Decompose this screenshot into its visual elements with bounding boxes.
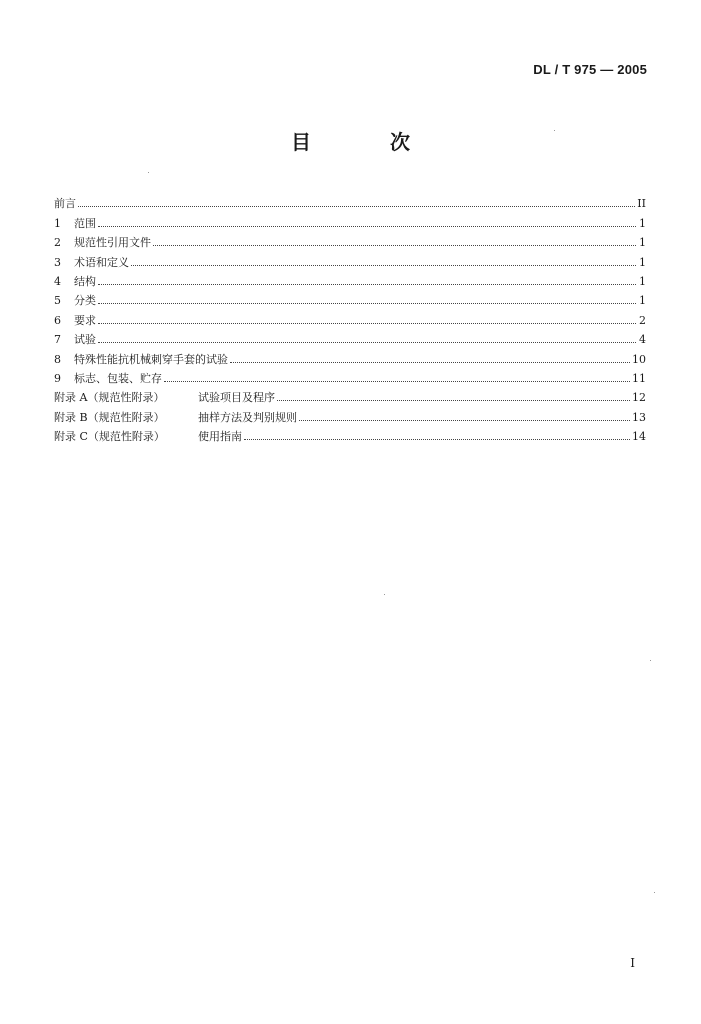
toc-leader-dots bbox=[98, 225, 636, 227]
toc-leader-dots bbox=[78, 205, 635, 207]
toc-entry-2[interactable] bbox=[54, 230, 646, 249]
toc-leader-dots bbox=[299, 419, 630, 421]
toc-entry-label: 要求 bbox=[74, 313, 96, 327]
page-title: 目 次 bbox=[291, 130, 446, 154]
toc-leader-dots bbox=[98, 302, 636, 304]
toc-leader-dots bbox=[277, 399, 630, 401]
toc-entry-page: 2 bbox=[639, 313, 646, 327]
toc-entry-page: 1 bbox=[639, 274, 646, 288]
toc-entry-number: 4 bbox=[54, 274, 61, 288]
toc-entry-page: 10 bbox=[632, 352, 646, 366]
toc-entry-appendix-c[interactable] bbox=[54, 424, 646, 443]
toc-leader-dots bbox=[98, 341, 636, 343]
scan-speck bbox=[384, 594, 385, 595]
toc-entry-page: 12 bbox=[632, 391, 646, 405]
toc-entry-label: 分类 bbox=[74, 294, 96, 308]
toc-entry-7[interactable] bbox=[54, 327, 646, 346]
scan-speck bbox=[148, 172, 149, 173]
toc-entry-label: 抽样方法及判别规则 bbox=[198, 410, 297, 424]
toc-entry-number: 5 bbox=[54, 294, 61, 308]
toc-entry-label: 前言 bbox=[54, 197, 76, 211]
toc-leader-dots bbox=[164, 380, 630, 382]
toc-leader-dots bbox=[230, 361, 630, 363]
toc-entry-page: 1 bbox=[639, 294, 646, 308]
table-of-contents bbox=[54, 191, 646, 443]
toc-entry-4[interactable] bbox=[54, 269, 646, 288]
toc-entry-3[interactable] bbox=[54, 249, 646, 268]
toc-leader-dots bbox=[153, 244, 636, 246]
toc-entry-label: 特殊性能抗机械刺穿手套的试验 bbox=[74, 352, 228, 366]
toc-entry-page: 11 bbox=[632, 371, 646, 385]
standard-code: DL / T 975 — 2005 bbox=[533, 62, 647, 77]
toc-entry-appendix-a[interactable] bbox=[54, 385, 646, 404]
toc-entry-number: 9 bbox=[54, 371, 61, 385]
scan-speck bbox=[554, 130, 555, 131]
toc-entry-page: 14 bbox=[632, 430, 646, 444]
toc-leader-dots bbox=[98, 322, 636, 324]
toc-entry-number: 8 bbox=[54, 352, 61, 366]
toc-entry-number: 2 bbox=[54, 236, 61, 250]
toc-entry-1[interactable] bbox=[54, 210, 646, 229]
toc-entry-page: 4 bbox=[639, 333, 646, 347]
toc-entry-number: 6 bbox=[54, 313, 61, 327]
toc-entry-page: 1 bbox=[639, 216, 646, 230]
scan-speck bbox=[654, 892, 655, 893]
toc-entry-6[interactable] bbox=[54, 307, 646, 326]
toc-entry-number: 7 bbox=[54, 333, 61, 347]
toc-entry-number: 3 bbox=[54, 255, 61, 269]
toc-entry-label: 试验项目及程序 bbox=[198, 391, 275, 405]
toc-entry-number: 1 bbox=[54, 216, 61, 230]
toc-entry-appendix-b[interactable] bbox=[54, 404, 646, 423]
toc-entry-5[interactable] bbox=[54, 288, 646, 307]
page-number: I bbox=[630, 956, 635, 970]
toc-appendix-label: 附录 C（规范性附录） bbox=[54, 430, 165, 444]
toc-leader-dots bbox=[98, 283, 636, 285]
toc-entry-page: 1 bbox=[639, 236, 646, 250]
toc-leader-dots bbox=[244, 438, 630, 440]
toc-entry-label: 试验 bbox=[74, 333, 96, 347]
toc-entry-label: 范围 bbox=[74, 216, 96, 230]
toc-entry-foreword[interactable] bbox=[54, 191, 646, 210]
scan-speck bbox=[650, 660, 651, 661]
toc-entry-page: 1 bbox=[639, 255, 646, 269]
toc-entry-8[interactable] bbox=[54, 346, 646, 365]
toc-entry-label: 结构 bbox=[74, 274, 96, 288]
toc-entry-page: II bbox=[637, 197, 646, 211]
toc-entry-label: 规范性引用文件 bbox=[74, 236, 151, 250]
toc-entry-9[interactable] bbox=[54, 366, 646, 385]
toc-entry-label: 标志、包装、贮存 bbox=[74, 371, 162, 385]
toc-appendix-label: 附录 B（规范性附录） bbox=[54, 410, 165, 424]
toc-appendix-label: 附录 A（规范性附录） bbox=[54, 391, 165, 405]
toc-leader-dots bbox=[131, 264, 636, 266]
toc-entry-label: 术语和定义 bbox=[74, 255, 129, 269]
toc-entry-page: 13 bbox=[632, 410, 646, 424]
toc-entry-label: 使用指南 bbox=[198, 430, 242, 444]
